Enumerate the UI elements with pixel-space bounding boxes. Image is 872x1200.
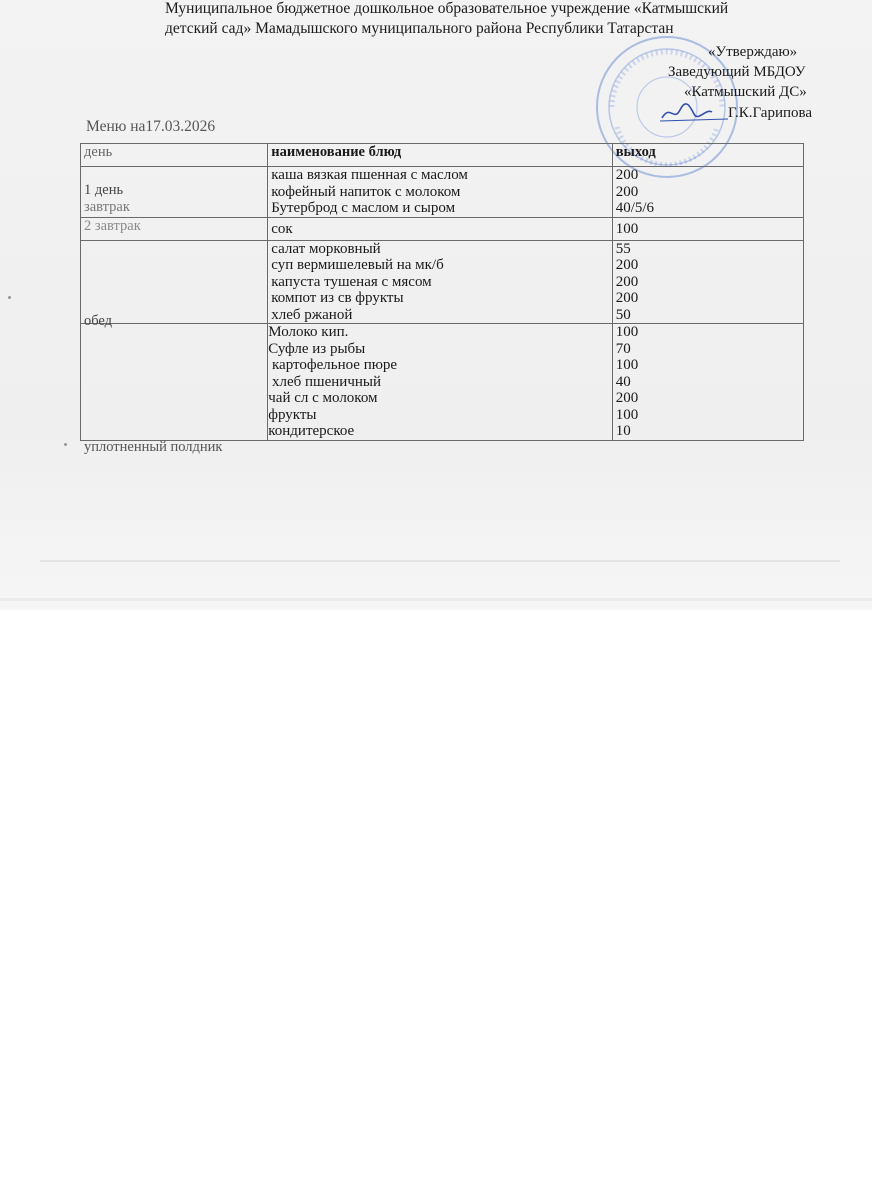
dish-item: каша вязкая пшенная с маслом bbox=[271, 167, 468, 183]
output-cell bbox=[612, 324, 803, 441]
output-item: 100 bbox=[615, 324, 639, 340]
dish-item: фрукты bbox=[268, 406, 317, 423]
org-name-line-1: Муниципальное бюджетное дошкольное образовательное учреждение «Катмышский bbox=[165, 0, 729, 17]
org-name-line-2: детский сад» Мамадышского муниципального района Республики Татарстан bbox=[165, 20, 674, 37]
scan-streak bbox=[0, 598, 872, 601]
output-cell bbox=[612, 217, 803, 240]
output-item: 70 bbox=[615, 340, 631, 357]
dish-cell bbox=[268, 167, 612, 218]
dish-item: сок bbox=[271, 220, 293, 237]
day-cell bbox=[81, 324, 268, 455]
dish-item: кондитерское bbox=[268, 423, 355, 439]
dish-item: Бутерброд с маслом и сыром bbox=[271, 200, 456, 216]
output-item: 40/5/6 bbox=[615, 200, 655, 216]
output-cell bbox=[612, 240, 803, 324]
table-header-row bbox=[81, 144, 804, 167]
dish-item: хлеб пшеничный bbox=[268, 373, 381, 390]
day-cell bbox=[81, 167, 268, 218]
scan-streak bbox=[40, 560, 840, 562]
output-item: 55 bbox=[615, 240, 631, 257]
dish-item: хлеб ржаной bbox=[271, 306, 353, 323]
day-cell bbox=[81, 217, 268, 240]
table-row-lunch bbox=[81, 240, 804, 324]
output-item: 100 bbox=[615, 357, 639, 373]
output-item: 100 bbox=[615, 220, 639, 237]
output-item: 40 bbox=[615, 373, 631, 390]
output-item: 200 bbox=[615, 390, 639, 406]
meal-label: обед bbox=[84, 312, 113, 329]
table-row-breakfast bbox=[81, 167, 804, 218]
scan-speck bbox=[64, 443, 67, 446]
dish-item: кофейный напиток с молоком bbox=[271, 183, 461, 200]
table-row-afternoon-snack bbox=[81, 324, 804, 441]
output-item: 100 bbox=[615, 406, 639, 423]
meal-label: 2 завтрак bbox=[84, 217, 141, 234]
output-item: 200 bbox=[615, 290, 639, 306]
dish-cell bbox=[268, 217, 612, 240]
meal-label: завтрак bbox=[84, 199, 130, 215]
approval-title: «Утверждаю» bbox=[708, 44, 798, 60]
output-item: 200 bbox=[615, 183, 639, 200]
dish-item: компот из св фрукты bbox=[271, 290, 404, 306]
dish-item: картофельное пюре bbox=[268, 357, 398, 373]
approval-organization: «Катмышский ДС» bbox=[684, 84, 807, 100]
signature bbox=[660, 100, 730, 124]
menu-title: Меню на17.03.2026 bbox=[86, 118, 216, 135]
approval-signer-name: Г.К.Гарипова bbox=[728, 105, 813, 121]
scan-speck bbox=[8, 296, 11, 299]
dish-item: чай сл с молоком bbox=[268, 390, 378, 406]
day-cell bbox=[81, 240, 268, 329]
dish-item: салат морковный bbox=[271, 240, 381, 257]
output-cell bbox=[612, 167, 803, 218]
dish-cell bbox=[268, 324, 612, 441]
output-item: 200 bbox=[615, 167, 639, 183]
header-output: выход bbox=[612, 144, 803, 167]
dish-cell bbox=[268, 240, 612, 324]
output-item: 200 bbox=[615, 257, 639, 273]
dish-item: капуста тушеная с мясом bbox=[271, 273, 432, 290]
menu-table bbox=[80, 143, 804, 455]
dish-item: Суфле из рыбы bbox=[268, 340, 366, 357]
output-item: 10 bbox=[615, 423, 631, 439]
header-day: день bbox=[81, 144, 268, 167]
dish-item: суп вермишелевый на мк/б bbox=[271, 257, 444, 273]
output-item: 50 bbox=[615, 306, 631, 323]
table-row-second-breakfast bbox=[81, 217, 804, 240]
day-label: 1 день bbox=[84, 182, 124, 198]
header-dish: наименование блюд bbox=[268, 144, 612, 167]
approval-position: Заведующий МБДОУ bbox=[668, 64, 806, 80]
meal-label: уплотненный полдник bbox=[84, 439, 223, 455]
dish-item: Молоко кип. bbox=[268, 324, 349, 340]
output-item: 200 bbox=[615, 273, 639, 290]
